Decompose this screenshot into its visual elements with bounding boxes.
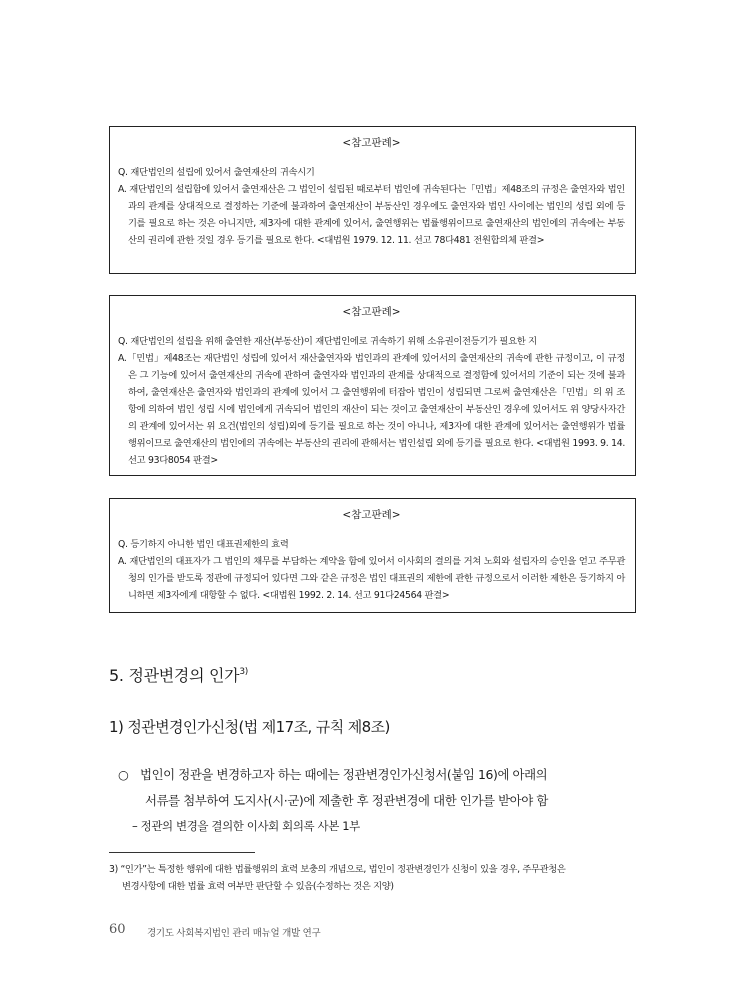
box-title: <참고판례> <box>342 137 401 149</box>
question-text: Q. 재단법인의 설립을 위해 출연한 재산(부동산)이 재단법인에로 귀속하기 위해 소유권이전등기가 필요한 지 <box>118 336 537 347</box>
running-title: 경기도 사회복지법인 관리 매뉴얼 개발 연구 <box>147 928 321 939</box>
footnote-line-2: 변경사항에 대한 법률 효력 여부만 판단할 수 있음(수정하는 것은 지양) <box>122 881 394 892</box>
question-text: Q. 재단법인의 설립에 있어서 출연재산의 귀속시기 <box>118 167 315 178</box>
reference-case-box-3 <box>109 498 636 613</box>
answer-text: A.「민법」제48조는 재단법인 성립에 있어서 재산출연자와 법인과의 관계에 있어서의 출연재산의 귀속에 관한 규정이고, 이 규정은 그 기능에 있어서 출연재산의 귀속에 관하여 출연자와 법인과의 관계를 상대적으로 결정함에 있어서의 기준이 되는 것에 불과하여, 출연재산은 출연자와 법인과의 관계에 있어서 그 출연행위에 터잡아 법인이 성립되면 그로써 출연재산은「민법」의 위 조항에 의하여 법인 성립 시에 법인에게 귀속되어 법인의 재산이 되는 것이고 출연재산이 부동산인 경우에 있어서도 위 양당사자간의 관계에 있어서는 위 요건(법인의 성립)외에 등기를 필요로 하는 것이 아니나, 제3자에 대한 관계에 있어서는 출연행위가 법률행위이므로 출연재산의 법인에의 귀속에는 부동산의 권리에 관해서는 법인설립 외에 등기를 필요로 한다. <대법원 1993. 9. 14. 선고 93다8054 판결> <box>118 353 625 466</box>
body-line-2: 서류를 첨부하여 도지사(시·군)에 제출한 후 정관변경에 대한 인가를 받아야 함 <box>145 793 548 808</box>
box-title: <참고판례> <box>342 306 401 318</box>
reference-case-box-1 <box>109 126 636 274</box>
box-title: <참고판례> <box>342 509 401 521</box>
body-line-1: 법인이 정관을 변경하고자 하는 때에는 정관변경인가신청서(붙임 16)에 아래의 <box>140 767 548 782</box>
footnote-ref: 3) <box>239 667 248 677</box>
footnote-line-1: 3) “인가”는 특정한 행위에 대한 법률행위의 효력 보충의 개념으로, 법인이 정관변경인가 신청이 있을 경우, 주무관청은 <box>109 864 566 875</box>
section-heading <box>109 663 248 686</box>
circle-bullet-icon: ○ <box>118 767 129 782</box>
answer-text: A. 재단법인의 설립함에 있어서 출연재산은 그 법인이 설립된 때로부터 법인에 귀속된다는「민법」제48조의 규정은 출연자와 법인과의 관계를 상대적으로 결정하는 기준에 불과하여 출연재산이 부동산인 경우에도 출연자와 법인 사이에는 법인의 성립 외에 등기를 필요로 하는 것은 아니지만, 제3자에 대한 관계에 있어서, 출연행위는 법률행위이므로 출연재산의 법인에의 귀속에는 부동산의 권리에 관한 것일 경우 등기를 필요로 한다. <대법원 1979. 12. 11. 선고 78다481 전원합의체 판결> <box>118 184 625 246</box>
section-heading-text: 5. 정관변경의 인가 <box>109 666 240 685</box>
footnote <box>109 861 639 895</box>
subsection-heading: 1) 정관변경인가신청(법 제17조, 규칙 제8조) <box>109 718 390 736</box>
footnote-divider <box>109 852 255 853</box>
page-number: 60 <box>109 922 126 937</box>
question-text: Q. 등기하지 아니한 법인 대표권제한의 효력 <box>118 539 289 550</box>
reference-case-box-2 <box>109 295 636 476</box>
body-paragraph <box>118 762 636 814</box>
dash-list-item: – 정관의 변경을 결의한 이사회 회의록 사본 1부 <box>132 819 360 833</box>
answer-text: A. 재단법인의 대표자가 그 법인의 채무를 부담하는 계약을 함에 있어서 이사회의 결의를 거쳐 노회와 설립자의 승인을 얻고 주무관청의 인가를 받도록 정관에 규정되어 있다면 그와 같은 규정은 법인 대표권의 제한에 관한 규정으로서 이러한 제한은 등기하지 아니하면 제3자에게 대항할 수 없다. <대법원 1992. 2. 14. 선고 91다24564 판결> <box>118 556 625 601</box>
